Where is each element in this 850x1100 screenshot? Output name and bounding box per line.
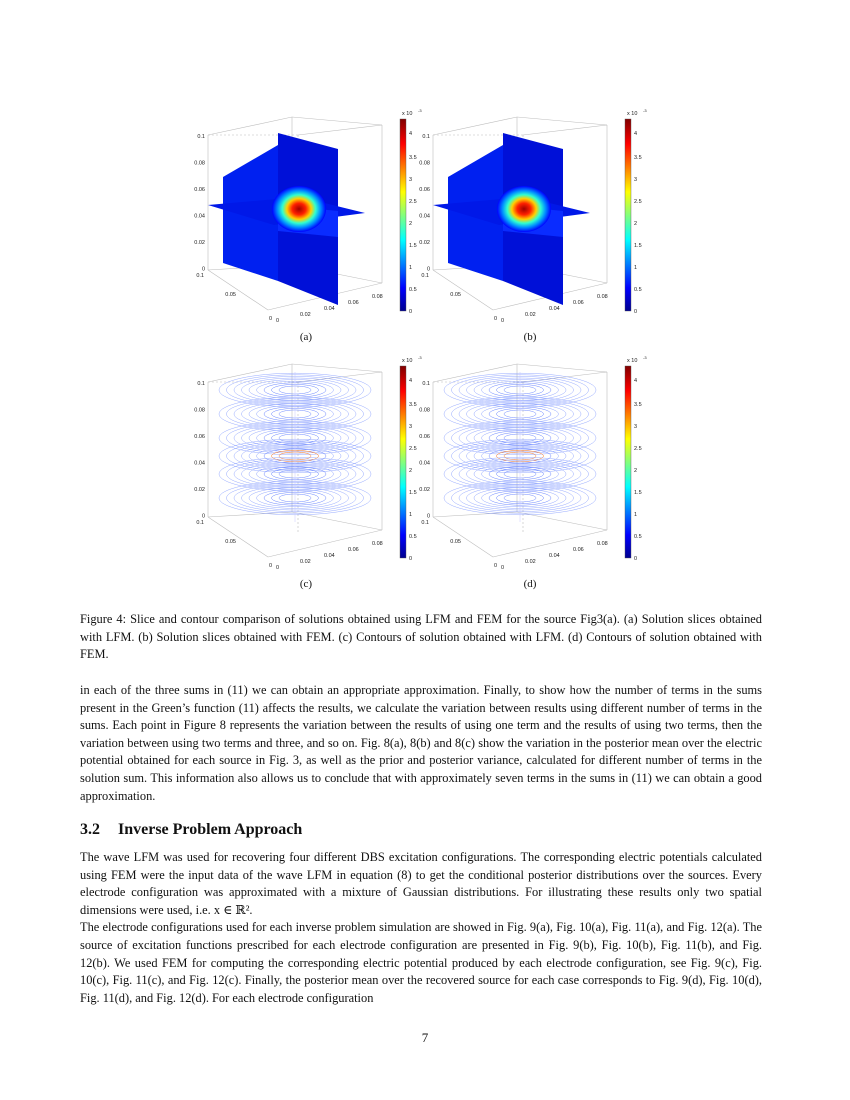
z-tick-label: 0.04 bbox=[194, 213, 205, 220]
colorbar-scale bbox=[400, 366, 406, 558]
x-tick-label: 0.04 bbox=[324, 306, 335, 312]
colorbar-tick-label: 4 bbox=[634, 131, 638, 137]
colorbar-tick-label: 1.5 bbox=[409, 243, 417, 249]
z-tick-label: 0.06 bbox=[419, 434, 430, 440]
colorbar-tick-label: 1 bbox=[409, 512, 413, 518]
box-edge bbox=[433, 270, 493, 310]
box-edge bbox=[208, 117, 292, 135]
x-tick-label: 0 bbox=[276, 565, 280, 571]
box-edge bbox=[208, 517, 268, 557]
z-tick-label: 0.02 bbox=[194, 487, 205, 493]
colorbar-tick-label: 0.5 bbox=[409, 534, 417, 540]
y-tick-label: 0.05 bbox=[225, 292, 236, 298]
colorbar-tick-label: 3.5 bbox=[409, 155, 417, 161]
body-paragraph-2 bbox=[80, 849, 762, 1007]
x-tick-label: 0 bbox=[276, 318, 280, 324]
colorbar bbox=[625, 355, 647, 562]
x-tick-label: 0.02 bbox=[525, 559, 536, 565]
colorbar-tick-label: 2.5 bbox=[409, 199, 417, 205]
box-edge bbox=[208, 364, 292, 382]
colorbar-exponent: -3 bbox=[418, 108, 422, 113]
box-edge bbox=[523, 125, 607, 135]
y-tick-label: 0 bbox=[268, 316, 272, 322]
colorbar-tick-label: 2 bbox=[409, 468, 413, 474]
colorbar-tick-label: 3 bbox=[409, 424, 413, 430]
y-tick-label: 0 bbox=[493, 563, 497, 569]
z-tick-label: 0.08 bbox=[194, 407, 205, 414]
paragraph-text: The electrode configurations used for each inverse problem simulation are showed in Fig. 9(a), Fig. 10(a), Fig. 11(a), and Fig. 12(a). The source of excitation functions prescribed for each electrode configuration are presented in Fig. 9(b), Fig. 10(b), Fig. 11(b), and Fig. 12(b). We used FEM for computing the corresponding electric potential produced by each electrode configuration, see Fig. 9(c), Fig. 10(c), Fig. 11(c), and Fig. 12(c). Finally, the posterior mean over the recovered source for each case corresponds to Fig. 9(d), Fig. 10(d), Fig. 11(d), and Fig. 12(d). For each electrode configuration bbox=[80, 920, 762, 1005]
paragraph-text: The wave LFM was used for recovering four different DBS excitation configurations. The corresponding electric potentials calculated using FEM were the input data of the wave LFM in equation (8) to get the conditional posterior distributions over the sources. Every electrode configuration was approximated with a mixture of Gaussian distributions. For illustrating these results only two spatial dimensions were used, i.e. x ∈ ℝ². bbox=[80, 850, 762, 917]
box-edge bbox=[517, 117, 607, 125]
subfigure-a-slices bbox=[190, 105, 422, 325]
z-tick-label: 0.02 bbox=[419, 487, 430, 493]
z-tick-label: 0.02 bbox=[194, 240, 205, 246]
colorbar-tick-label: 0 bbox=[409, 309, 413, 315]
z-tick-label: 0 bbox=[201, 266, 205, 273]
x-tick-label: 0 bbox=[501, 318, 505, 324]
box-edge bbox=[517, 364, 607, 372]
colorbar-multiplier: x 10 bbox=[402, 358, 413, 364]
z-tick-label: 0 bbox=[201, 513, 205, 520]
box-edge bbox=[433, 117, 517, 135]
x-tick-label: 0.06 bbox=[348, 300, 359, 306]
z-tick-label: 0.1 bbox=[422, 381, 430, 387]
subfigure-d-contours bbox=[415, 352, 647, 572]
colorbar-tick-label: 2 bbox=[409, 221, 413, 227]
page-number: 7 bbox=[421, 1030, 429, 1045]
colorbar-multiplier: x 10 bbox=[627, 358, 638, 364]
colorbar-tick-label: 1.5 bbox=[634, 243, 642, 249]
figure-caption: Figure 4: Slice and contour comparison of solutions obtained using LFM and FEM for the source Fig3(a). (a) Solution slices obtained with LFM. (b) Solution slices obtained with FEM. (c) Contours of solution obtained with LFM. (d) Contours of solution obtained with FEM. bbox=[80, 612, 762, 661]
y-tick-label: 0.1 bbox=[196, 273, 204, 279]
colorbar-tick-label: 2.5 bbox=[634, 446, 642, 452]
y-tick-label: 0.05 bbox=[225, 539, 236, 545]
colorbar-multiplier: x 10 bbox=[627, 111, 638, 117]
subfigure-label-c: (c) bbox=[299, 578, 313, 590]
z-tick-label: 0.08 bbox=[419, 407, 430, 414]
colorbar-tick-label: 0.5 bbox=[634, 534, 642, 540]
colorbar-tick-label: 3 bbox=[634, 177, 638, 183]
x-tick-label: 0 bbox=[501, 565, 505, 571]
z-tick-label: 0.1 bbox=[197, 134, 205, 140]
x-tick-label: 0.04 bbox=[549, 553, 560, 559]
colorbar-tick-label: 2.5 bbox=[634, 199, 642, 205]
z-tick-label: 0 bbox=[426, 266, 430, 273]
subfigure-b-slices bbox=[415, 105, 647, 325]
box-edge bbox=[298, 125, 382, 135]
colorbar-tick-label: 2.5 bbox=[409, 446, 417, 452]
subfigure-label-a: (a) bbox=[299, 331, 313, 343]
colorbar-scale bbox=[625, 119, 631, 311]
colorbar-tick-label: 3 bbox=[409, 177, 413, 183]
colorbar-tick-label: 2 bbox=[634, 468, 638, 474]
y-tick-label: 0.1 bbox=[196, 520, 204, 526]
colorbar-tick-label: 4 bbox=[409, 378, 413, 384]
solution-slices bbox=[433, 133, 590, 305]
z-tick-label: 0.06 bbox=[419, 187, 430, 193]
colorbar-tick-label: 0.5 bbox=[634, 287, 642, 293]
colorbar-scale bbox=[625, 366, 631, 558]
box-edge bbox=[292, 117, 382, 125]
x-tick-label: 0.08 bbox=[597, 541, 608, 547]
subfigure-c-contours bbox=[190, 352, 422, 572]
colorbar-tick-label: 3.5 bbox=[409, 402, 417, 408]
x-tick-label: 0.06 bbox=[573, 300, 584, 306]
z-tick-label: 0.08 bbox=[194, 160, 205, 167]
x-tick-label: 0.08 bbox=[372, 541, 383, 547]
colorbar-tick-label: 4 bbox=[634, 378, 638, 384]
colorbar-exponent: -3 bbox=[643, 108, 647, 113]
contour-lines bbox=[219, 372, 371, 522]
box-edge bbox=[292, 364, 382, 372]
colorbar-exponent: -3 bbox=[418, 355, 422, 360]
box-edge bbox=[433, 517, 493, 557]
section-title: Inverse Problem Approach bbox=[118, 821, 303, 838]
colorbar-tick-label: 1 bbox=[409, 265, 413, 271]
x-tick-label: 0.04 bbox=[324, 553, 335, 559]
paragraph-text: in each of the three sums in (11) we can obtain an appropriate approximation. Finally, to show how the number of terms in the sums present in the Green’s function (11) affects the results, we calculate the variation between results using different number of terms in the sums. Each point in Figure 8 represents the variation between the results of using one term and the results of using two terms, then the variation between using two terms and three, and so on. Fig. 8(a), 8(b) and 8(c) show the variation in the posterior mean over the electric potential obtained for each source in Fig. 3, as well as the prior and posterior variance, calculated for different number of terms in the solution sum. This information also allows us to conclude that with approximately seven terms in the sums in (11) we can obtain a good approximation. bbox=[80, 683, 762, 803]
z-tick-label: 0.1 bbox=[422, 134, 430, 140]
colorbar-tick-label: 1.5 bbox=[634, 490, 642, 496]
x-tick-label: 0.02 bbox=[300, 559, 311, 565]
axis-ticks bbox=[419, 381, 607, 571]
z-tick-label: 0.04 bbox=[194, 460, 205, 467]
colorbar-tick-label: 0 bbox=[634, 556, 638, 562]
x-tick-label: 0.06 bbox=[573, 547, 584, 553]
z-tick-label: 0.06 bbox=[194, 187, 205, 193]
y-tick-label: 0.1 bbox=[421, 273, 429, 279]
z-tick-label: 0.1 bbox=[197, 381, 205, 387]
z-tick-label: 0.02 bbox=[419, 240, 430, 246]
x-tick-label: 0.02 bbox=[525, 312, 536, 318]
z-tick-label: 0.04 bbox=[419, 213, 430, 220]
colorbar-tick-label: 1 bbox=[634, 265, 638, 271]
colorbar-tick-label: 0 bbox=[634, 309, 638, 315]
colorbar bbox=[625, 108, 647, 315]
colorbar-tick-label: 0 bbox=[409, 556, 413, 562]
potential-hotspot bbox=[497, 186, 551, 232]
body-paragraph-1 bbox=[80, 682, 762, 805]
y-tick-label: 0.05 bbox=[450, 539, 461, 545]
colorbar-tick-label: 1 bbox=[634, 512, 638, 518]
x-tick-label: 0.06 bbox=[348, 547, 359, 553]
subfigure-label-d: (d) bbox=[523, 578, 537, 590]
x-tick-label: 0.08 bbox=[597, 294, 608, 300]
colorbar-tick-label: 0.5 bbox=[409, 287, 417, 293]
z-tick-label: 0 bbox=[426, 513, 430, 520]
potential-hotspot bbox=[272, 186, 326, 232]
x-tick-label: 0.02 bbox=[300, 312, 311, 318]
section-number: 3.2 bbox=[80, 821, 100, 838]
colorbar-exponent: -3 bbox=[643, 355, 647, 360]
colorbar-tick-label: 4 bbox=[409, 131, 413, 137]
solution-slices bbox=[208, 133, 365, 305]
colorbar-tick-label: 3.5 bbox=[634, 402, 642, 408]
x-tick-label: 0.04 bbox=[549, 306, 560, 312]
y-tick-label: 0 bbox=[268, 563, 272, 569]
subfigure-label-b: (b) bbox=[523, 331, 537, 343]
contour-lines bbox=[444, 372, 596, 522]
colorbar-tick-label: 2 bbox=[634, 221, 638, 227]
colorbar-tick-label: 3 bbox=[634, 424, 638, 430]
box-edge bbox=[208, 270, 268, 310]
colorbar-tick-label: 3.5 bbox=[634, 155, 642, 161]
y-tick-label: 0.05 bbox=[450, 292, 461, 298]
y-tick-label: 0.1 bbox=[421, 520, 429, 526]
y-tick-label: 0 bbox=[493, 316, 497, 322]
colorbar-multiplier: x 10 bbox=[402, 111, 413, 117]
colorbar-scale bbox=[400, 119, 406, 311]
z-tick-label: 0.08 bbox=[419, 160, 430, 167]
x-tick-label: 0.08 bbox=[372, 294, 383, 300]
z-tick-label: 0.06 bbox=[194, 434, 205, 440]
axis-ticks bbox=[194, 381, 382, 571]
box-edge bbox=[433, 364, 517, 382]
colorbar-tick-label: 1.5 bbox=[409, 490, 417, 496]
z-tick-label: 0.04 bbox=[419, 460, 430, 467]
section-heading bbox=[80, 821, 302, 839]
